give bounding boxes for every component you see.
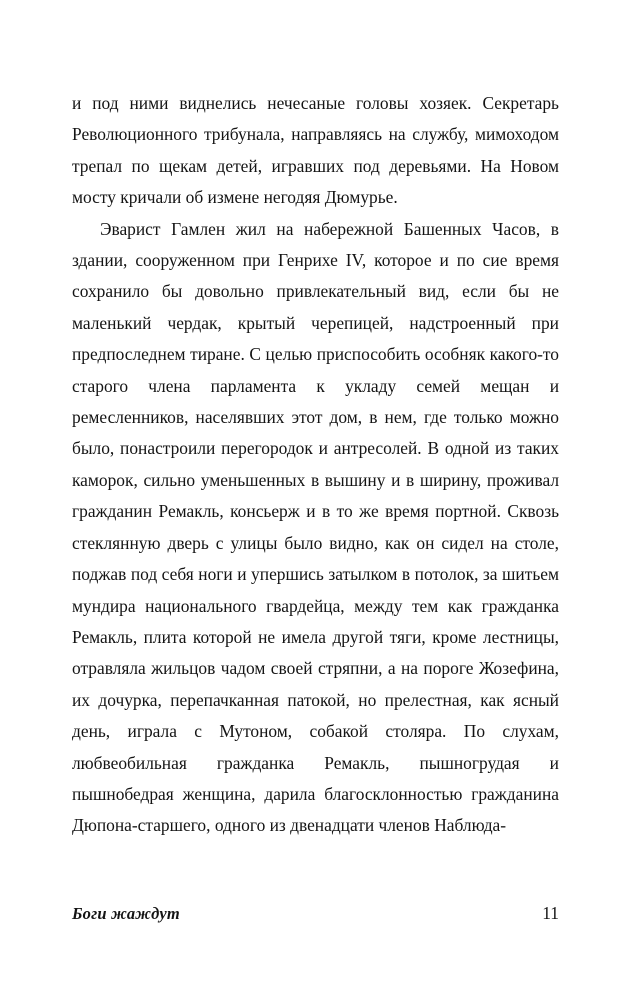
- paragraph: и под ними виднелись нечесаные головы хозяек. Секретарь Революционного трибунала, направляясь на службу, мимоходом трепал по щекам детей, игравших под деревьями. На Новом мосту кричали об измене негодяя Дюмурье.: [72, 93, 559, 208]
- page-footer: [72, 903, 559, 924]
- page-body: [72, 88, 559, 842]
- footer-book-title: Боги жаждут: [72, 904, 180, 923]
- paragraph: Эварист Гамлен жил на набережной Башенных Часов, в здании, сооруженном при Генрихе IV, которое и по сие время сохранило бы довольно привлекательный вид, если бы не маленький чердак, крытый черепицей, надстроенный при предпоследнем тиране. С целью приспособить особняк какого-то старого члена парламента к укладу семей мещан и ремесленников, населявших этот дом, в нем, где только можно было, понастроили перегородок и антресолей. В одной из таких каморок, сильно уменьшенных в вышину и в ширину, проживал гражданин Ремакль, консьерж и в то же время портной. Сквозь стеклянную дверь с улицы было видно, как он сидел на столе, поджав под себя ноги и упершись затылком в потолок, за шитьем мундира национального гвардейца, между тем как гражданка Ремакль, плита которой не имела другой тяги, кроме лестницы, отравляла жильцов чадом своей стряпни, а на пороге Жозефина, их дочурка, перепачканная патокой, но прелестная, как ясный день, играла с Мутоном, собакой столяра. По слухам, любвеобильная гражданка Ремакль, пышногрудая и пышнобедрая женщина, дарила благосклонностью гражданина Дюпона-старшего, одного из двенадцати членов Наблюда-: [72, 218, 559, 836]
- footer-page-number: 11: [542, 903, 559, 923]
